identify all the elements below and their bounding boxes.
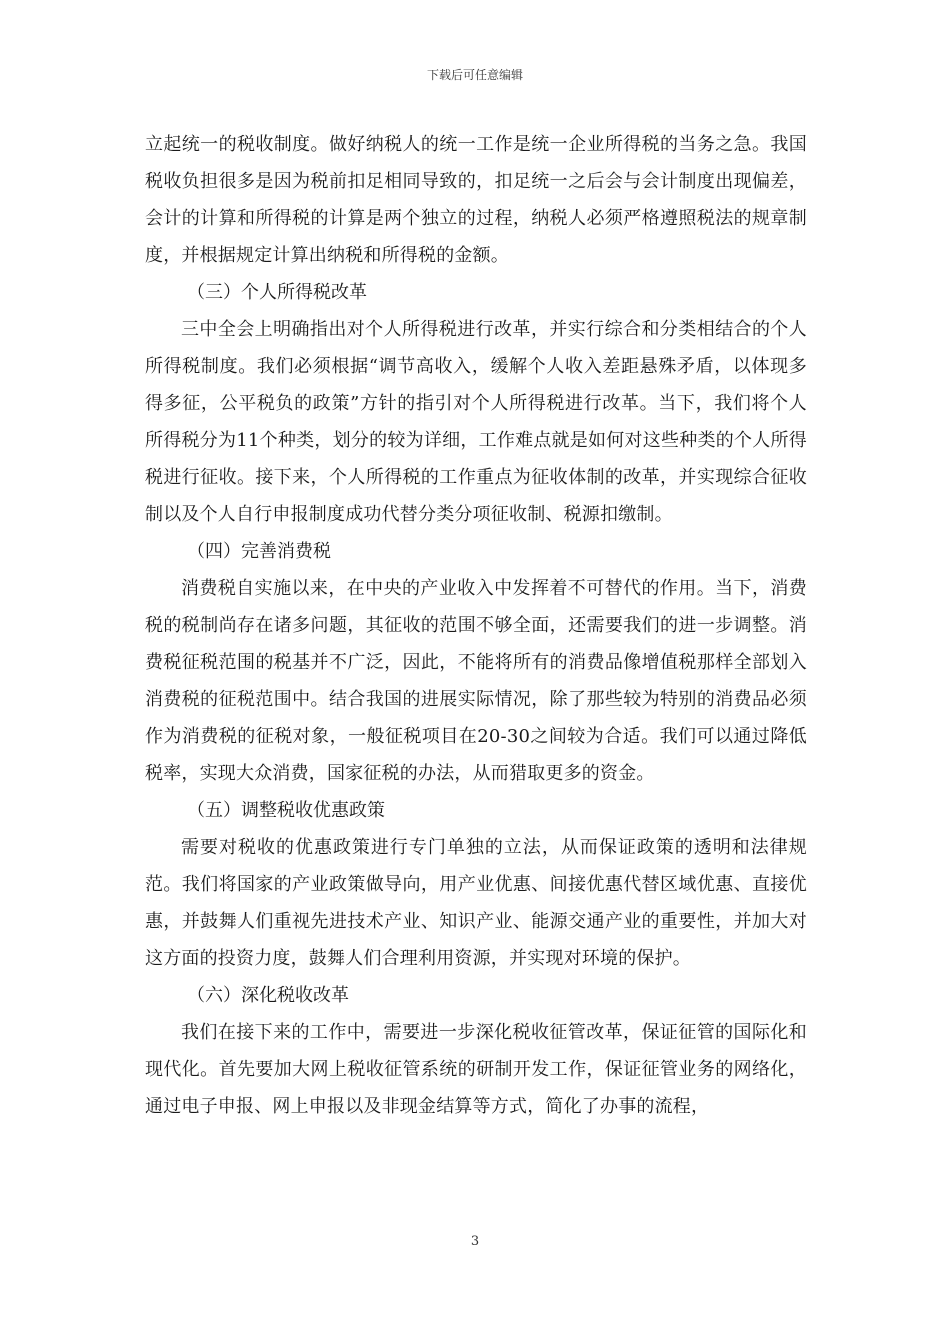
paragraph-individual-income-tax: 三中全会上明确指出对个人所得税进行改革，并实行综合和分类相结合的个人所得税制度。我们必须根据“调节高收入，缓解个人收入差距悬殊矛盾，以体现多得多征，公平税负的政策”方针的指引对个人所得税进行改革。当下，我们将个人所得税分为11个种类，划分的较为详细，工作难点就是如何对这些种类的个人所得税进行征收。接下来，个人所得税的工作重点为征收体制的改革，并实现综合征收制以及个人自行申报制度成功代替分类分项征收制、税源扣缴制。 [145,319,807,525]
paragraph-continued: 立起统一的税收制度。做好纳税人的统一工作是统一企业所得税的当务之急。我国税收负担很多是因为税前扣足相同导致的，扣足统一之后会与会计制度出现偏差，会计的计算和所得税的计算是两个独立的过程，纳税人必须严格遵照税法的规章制度，并根据规定计算出纳税和所得税的金额。 [145,134,807,266]
section-heading-6: （六）深化税收改革 [187,985,349,1006]
section-heading-3: （三）个人所得税改革 [187,282,367,303]
paragraph-tax-incentives: 需要对税收的优惠政策进行专门单独的立法，从而保证政策的透明和法律规范。我们将国家的产业政策做导向，用产业优惠、间接优惠代替区域优惠、直接优惠，并鼓舞人们重视先进技术产业、知识产业、能源交通产业的重要性，并加大对这方面的投资力度，鼓舞人们合理利用资源，并实现对环境的保护。 [145,837,807,969]
section-heading-5: （五）调整税收优惠政策 [187,800,385,821]
paragraph-consumption-tax: 消费税自实施以来，在中央的产业收入中发挥着不可替代的作用。当下，消费税的税制尚存在诸多问题，其征收的范围不够全面，还需要我们的进一步调整。消费税征税范围的税基并不广泛，因此，不能将所有的消费品像增值税那样全部划入消费税的征税范围中。结合我国的进展实际情况，除了那些较为特别的消费品必须作为消费税的征税对象，一般征税项目在20-30之间较为合适。我们可以通过降低税率，实现大众消费，国家征税的办法，从而猎取更多的资金。 [145,578,807,784]
page-header: 下载后可任意编辑 [426,68,523,82]
document-body [145,126,807,1125]
page-number: 3 [470,1234,480,1249]
paragraph-tax-reform: 我们在接下来的工作中，需要进一步深化税收征管改革，保证征管的国际化和现代化。首先要加大网上税收征管系统的研制开发工作，保证征管业务的网络化，通过电子申报、网上申报以及非现金结算等方式，简化了办事的流程， [145,1022,807,1117]
section-heading-4: （四）完善消费税 [187,541,331,562]
